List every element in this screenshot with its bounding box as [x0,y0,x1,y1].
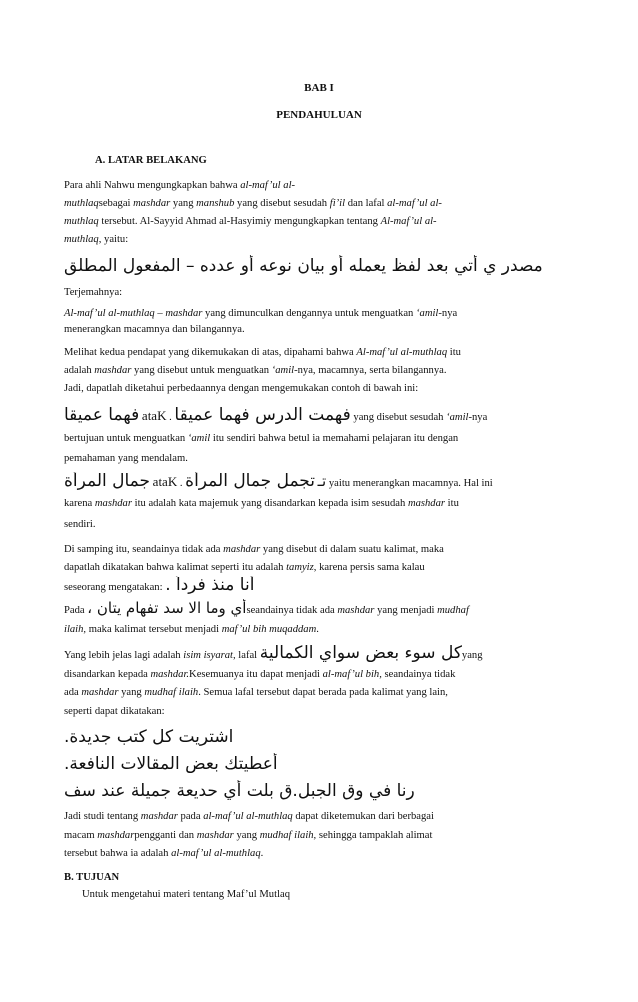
arabic-text: ataK [141,408,167,423]
term: muthlaq [64,216,99,227]
text: yang menjadi [374,605,438,616]
term: ilaih, [64,624,87,635]
text: ada [64,687,82,698]
term: ‘amil [271,365,295,376]
arabic-text: ataK [152,474,178,489]
text: , karena persis sama kalau [313,562,425,573]
para7-line2 [64,668,455,681]
text: yang disebut sesudah [234,198,330,209]
para1-line3 [64,215,437,228]
para7-line1 [64,644,574,665]
text: itu sendiri bahwa betul ia memahami pelajaran itu dengan [210,433,459,444]
term: al-maf’ul bih, [322,669,382,680]
term: ‘amil [446,412,469,423]
para1-line2 [64,197,442,210]
text: seandainya tidak [381,669,456,680]
term: mashdar [165,308,203,319]
term: Al-maf’ul al- [380,216,437,227]
text: dapatlah dikatakan bahwa kalimat seperti itu adalah [64,562,287,573]
text: adalah [64,365,95,376]
term: mashdar [140,811,178,822]
para2-line3: Jadi, dapatlah diketahui perbedaannya dengan mengemukakan contoh di bawah ini: [64,383,419,394]
term: manshub [196,198,235,209]
section-a-heading: A. LATAR BELAKANG [95,155,207,166]
para3-line2: pemahaman yang mendalam. [64,453,188,464]
text: karena [64,498,95,509]
arabic-text: جمال المرأة [64,472,151,491]
term: mashdar [97,830,135,841]
text: Melihat kedua pendapat yang dikemukakan di atas, dipahami bahwa [64,347,357,358]
text: seseorang mengatakan: [64,582,166,593]
term: mashdar [81,687,119,698]
text: itu [445,498,459,509]
term: mudhaf [437,605,469,616]
para1-line1 [64,179,295,192]
term: mashdar [94,365,132,376]
para5-line1 [64,543,444,556]
term: mashdar [133,198,171,209]
text: lafal [235,650,260,661]
text: -nya [468,412,488,423]
para8-line2 [64,829,432,842]
text: seandainya tidak ada [246,605,338,616]
para5-line2 [64,561,425,574]
term: mashdar [223,544,261,555]
para2-line2 [64,364,446,377]
term: al-maf’ul al- [240,180,296,191]
para8-line1 [64,810,434,823]
arabic-text: فهمت الدرس فهما عميقا [174,406,351,425]
para5-line3 [64,576,574,597]
term: ‘amil [187,433,211,444]
text: sebagai [98,198,134,209]
text: itu adalah kata majemuk yang disandarkan kepada isim sesudah [131,498,408,509]
term: al-maf’ul al-muthlaq [203,811,293,822]
section-b-text: Untuk mengetahui materi tentang Maf’ul Mutlaq [82,889,290,900]
para6-line1 [64,599,574,620]
translation-line2: menerangkan macamnya dan bilangannya. [64,324,245,335]
term: muthlaq [64,198,99,209]
text: -nya [438,308,458,319]
text: macam [64,830,98,841]
term: Al-maf’ul al-muthlaq [356,347,448,358]
text: itu [447,347,461,358]
para3-line1 [64,432,458,445]
text: yang [118,687,145,698]
text: yang dimunculkan dengannya untuk menguatkan [202,308,416,319]
para4-line2: sendiri. [64,519,96,530]
arabic-definition: مصدر ي أتي بعد لفظ يعمله أو بيان نوعه أو عدده – المفعول المطلق [64,256,543,276]
text: tersebut. Al-Sayyid Ahmad al-Hasyimiy mengungkapkan tentang [98,216,381,227]
term: mashdar [196,830,234,841]
text: . Semua lafal tersebut dapat berada pada kalimat yang lain, [198,687,448,698]
text: yaitu menerangkan macamnya. Hal ini [326,478,493,489]
text: tersebut bahwa ia adalah [64,848,172,859]
text: pengganti dan [134,830,197,841]
text: dapat diketemukan dari berbagai [292,811,434,822]
text: . [316,624,319,635]
para6-line2 [64,623,319,636]
text: Para ahli Nahwu mengungkapkan bahwa [64,180,241,191]
para8-line3 [64,847,263,860]
term: ‘amil [416,308,439,319]
text: . [260,848,264,859]
text: yang [461,650,483,661]
text: , yaitu: [98,234,129,245]
para4-line1 [64,497,459,510]
arabic-example-1: اشتريت كل كتب جديدة. [64,727,234,747]
translation-line1 [64,307,457,320]
arabic-text: تـ [317,472,327,490]
term: mashdar [94,498,132,509]
text: sehingga tampaklah alimat [316,830,433,841]
text: bertujuan untuk menguatkan [64,433,188,444]
text: disandarkan kepada [64,669,151,680]
term: mudhaf ilaih, [259,830,317,841]
text: pada [177,811,204,822]
term: mashdar [337,605,375,616]
term: maf’ul bih muqaddam [221,624,317,635]
text: yang disebut untuk menguatkan [131,365,272,376]
terjemahnya-label: Terjemahnya: [64,287,123,298]
text: Di samping itu, seandainya tidak ada [64,544,224,555]
text: maka kalimat tersebut menjadi [86,624,222,635]
para1-line4 [64,233,128,246]
text: yang [170,198,197,209]
text: -nya, macamnya, serta bilangannya. [294,365,447,376]
text: yang disebut sesudah [350,412,447,423]
term: al-maf’ul al- [387,198,442,209]
arabic-text: تجمل جمال المرأة [185,472,315,491]
term: tamyiz [286,562,314,573]
arabic-example-2: أعطيتك بعض المقالات النافعة. [64,754,278,774]
para7-line4: seperti dapat dikatakan: [64,706,165,717]
text: dan lafal [345,198,388,209]
term: mashdar. [150,669,190,680]
term: mudhaf ilaih [144,687,199,698]
para2-line1 [64,346,461,359]
term: mashdar [407,498,446,509]
term: fi’il [329,198,346,209]
arabic-text: أنا منذ فرداً . [165,576,255,595]
chapter-label: BAB I [304,82,334,94]
text: yang [233,830,260,841]
section-b-heading: B. TUJUAN [64,872,120,883]
arabic-example-3: رنا في وق الجبل.ق بلت أي حديعة جميلة عند سف [64,781,415,801]
arabic-text: فهما عميقا [64,406,140,425]
term: al-maf’ul al-muthlaq [171,848,261,859]
text: Kesemuanya itu dapat menjadi [189,669,323,680]
example2-line: جمال المرأة ataK . تجمل جمال المرأة تـ yaitu menerangkan macamnya. Hal ini [64,472,493,491]
example1-line: فهما عميقا ataK . فهمت الدرس فهما عميقا yang disebut sesudah ‘amil-nya [64,406,488,425]
arabic-text: أي وما الا سد تفهام يتان ، [87,599,247,617]
term: muthlaq [64,234,99,245]
text: – [154,308,166,319]
text: yang disebut di dalam suatu kalimat, maka [260,544,444,555]
text: Jadi studi tentang [64,811,141,822]
term: isim isyarat, [183,650,236,661]
term: Al-maf’ul al-muthlaq [64,308,155,319]
chapter-title: PENDAHULUAN [276,109,362,121]
text: Pada [64,605,88,616]
arabic-text: كل سوء بعض سواي الكمالية [259,644,462,663]
text: Yang lebih jelas lagi adalah [64,650,184,661]
para7-line3 [64,686,448,699]
